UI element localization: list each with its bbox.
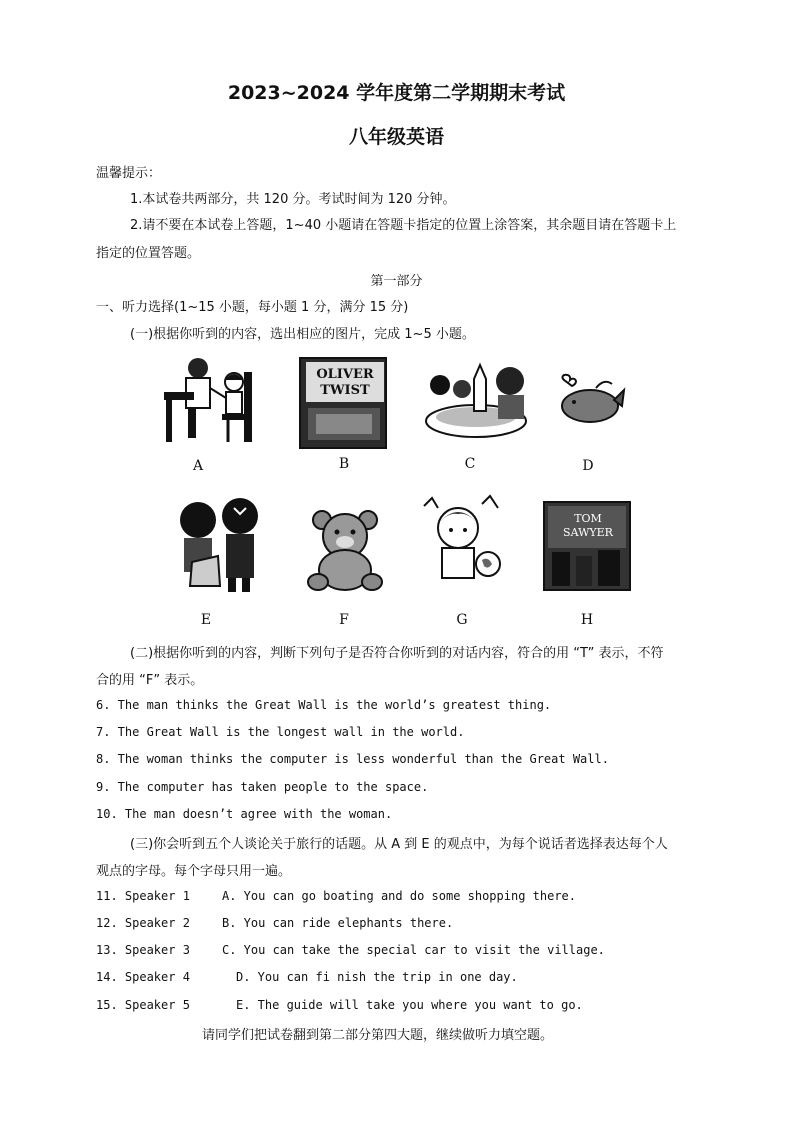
picture-label-a: A — [192, 458, 204, 474]
book-b-title-1: OLIVER — [316, 367, 374, 382]
sub2-instruction-line-2: 合的用 “F” 表示。 — [96, 673, 204, 688]
exam-subtitle: 八年级英语 — [348, 126, 444, 148]
match-speaker-12: 12. Speaker 2 — [96, 916, 190, 930]
match-speaker-15: 15. Speaker 5 — [96, 998, 190, 1012]
match-option-c: C. You can take the special car to visit the village. — [222, 943, 605, 957]
picture-label-f: F — [339, 612, 349, 628]
book-h-title-2: SAWYER — [563, 526, 613, 539]
picture-b-book-oliver-twist — [298, 356, 390, 450]
picture-d-whale — [556, 372, 626, 426]
sub2-instruction-line-1: (二)根据你听到的内容，判断下列句子是否符合你听到的对话内容，符合的用 “T” 表示，不符 — [130, 646, 664, 661]
picture-e-two-kids — [170, 494, 268, 594]
picture-f-teddy-bear — [304, 508, 386, 592]
tf-item-6: 6. The man thinks the Great Wall is the world’s greatest thing. — [96, 698, 552, 712]
sub1-instruction: (一)根据你听到的内容，选出相应的图片，完成 1~5 小题。 — [130, 327, 475, 342]
picture-label-b: B — [338, 456, 350, 472]
book-b-title-2: TWIST — [320, 383, 370, 398]
tf-item-10: 10. The man doesn’t agree with the woman. — [96, 807, 393, 821]
picture-label-h: H — [580, 612, 594, 628]
tf-item-8: 8. The woman thinks the computer is less wonderful than the Great Wall. — [96, 752, 609, 766]
match-speaker-14: 14. Speaker 4 — [96, 970, 190, 984]
match-option-d: D. You can fi nish the trip in one day. — [236, 970, 518, 984]
footer-note: 请同学们把试卷翻到第二部分第四大题，继续做听力填空题。 — [202, 1028, 554, 1043]
tips-item-2-line-1: 2.请不要在本试卷上答题，1~40 小题请在答题卡指定的位置上涂答案，其余题目请在答题卡上 — [130, 218, 677, 233]
match-speaker-13: 13. Speaker 3 — [96, 943, 190, 957]
picture-label-g: G — [456, 612, 468, 628]
tf-item-9: 9. The computer has taken people to the space. — [96, 780, 429, 794]
exam-title: 2023~2024 学年度第二学期期末考试 — [227, 82, 566, 104]
picture-h-book-tom-sawyer — [542, 500, 634, 592]
tf-item-7: 7. The Great Wall is the longest wall in the world. — [96, 725, 465, 739]
picture-label-d: D — [582, 458, 594, 474]
picture-g-boy-stomachache — [418, 494, 508, 586]
part1-heading: 第一部分 — [370, 274, 423, 289]
picture-label-e: E — [200, 612, 212, 628]
sub3-instruction-line-1: (三)你会听到五个人谈论关于旅行的话题。从 A 到 E 的观点中，为每个说话者选择表达每个人 — [130, 837, 668, 852]
tips-item-2-line-2: 指定的位置答题。 — [96, 246, 201, 261]
match-option-e: E. The guide will take you where you want to go. — [236, 998, 583, 1012]
match-speaker-11: 11. Speaker 1 — [96, 889, 190, 903]
book-h-title-1: TOM — [574, 512, 602, 525]
tips-item-1: 1.本试卷共两部分，共 120 分。考试时间为 120 分钟。 — [130, 192, 456, 207]
match-option-a: A. You can go boating and do some shopping there. — [222, 889, 577, 903]
picture-label-c: C — [464, 456, 476, 472]
picture-a-doctor-child — [158, 352, 258, 444]
match-option-b: B. You can ride elephants there. — [222, 916, 454, 930]
sub3-instruction-line-2: 观点的字母。每个字母只用一遍。 — [96, 864, 292, 879]
picture-c-kids-rocket — [424, 355, 532, 445]
tips-heading: 温馨提示： — [96, 166, 162, 181]
section1-heading: 一、听力选择(1~15 小题，每小题 1 分，满分 15 分) — [96, 300, 409, 315]
